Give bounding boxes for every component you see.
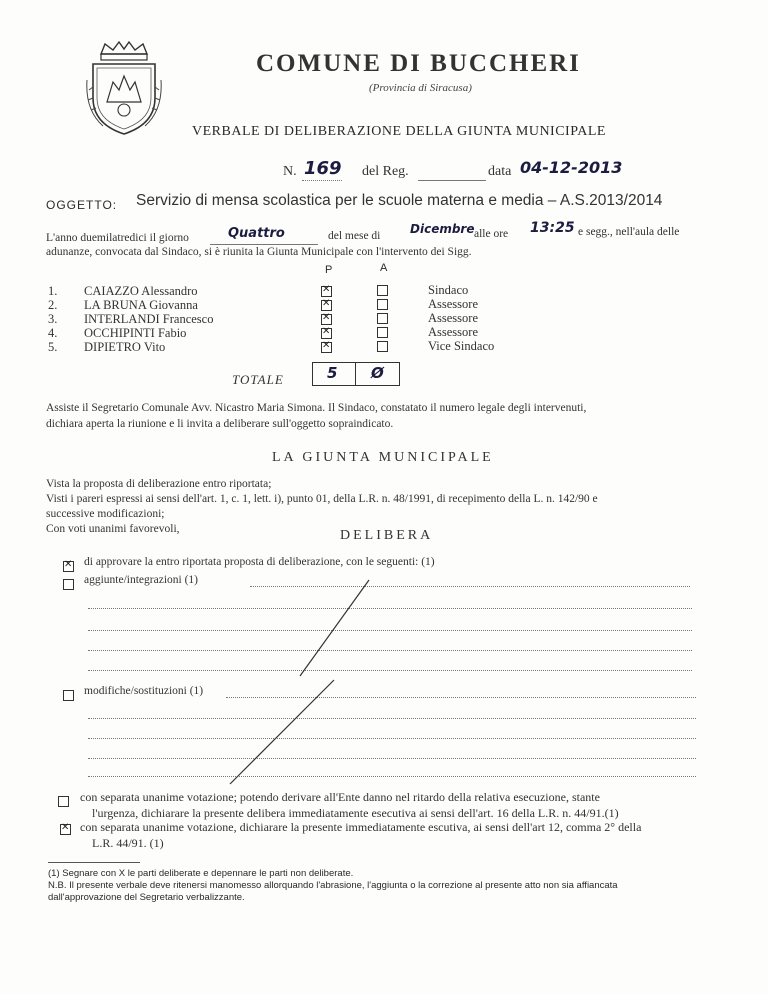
giunta-heading: LA GIUNTA MUNICIPALE bbox=[272, 450, 494, 465]
member-role: Assessore bbox=[428, 311, 478, 325]
member-role: Assessore bbox=[428, 297, 478, 311]
member-name: OCCHIPINTI Fabio bbox=[84, 326, 187, 340]
member-name: LA BRUNA Giovanna bbox=[84, 298, 198, 312]
reg-label: del Reg. bbox=[362, 164, 409, 179]
delibera-heading: DELIBERA bbox=[340, 528, 434, 543]
intro-mese: Dicembre bbox=[410, 222, 475, 236]
intro-text-b: del mese di bbox=[328, 230, 381, 242]
intro-text-c: alle ore bbox=[474, 228, 509, 240]
assiste-line1: Assiste il Segretario Comunale Avv. Nicastro Maria Simona. Il Sindaco, constatato il numero legale degli intervenuti, bbox=[46, 402, 587, 414]
data-value: 04-12-2013 bbox=[520, 158, 623, 177]
footnote-2: N.B. Il presente verbale deve ritenersi manomesso allorquando l'abrasione, l'aggiunta o la correzione al presente atto non sia affiancata bbox=[48, 880, 618, 891]
separata1-line2: l'urgenza, dichiarare la presente delibera immediatamente esecutiva ai sensi dell'art. 16 della L.R. n. 44/91.(1) bbox=[92, 806, 619, 820]
member-num: 3. bbox=[48, 312, 58, 326]
separata1-line1: con separata unanime votazione; potendo derivare all'Ente danno nel ritardo della relativa esecuzione, stante bbox=[80, 790, 600, 804]
separata1-checkbox[interactable] bbox=[58, 796, 69, 807]
vista-line2: Visti i pareri espressi ai sensi dell'art. 1, c. 1, lett. i), punto 01, della L.R. n. 48/1991, di recepimento della L. n. 142/90 e bbox=[46, 493, 598, 505]
separata2-line2: L.R. 44/91. (1) bbox=[92, 836, 164, 850]
verbale-heading: VERBALE DI DELIBERAZIONE DELLA GIUNTA MUNICIPALE bbox=[192, 124, 606, 139]
vista-line3: successive modificazioni; bbox=[46, 508, 165, 520]
approva-text: di approvare la entro riportata proposta di deliberazione, con le seguenti: (1) bbox=[84, 556, 435, 568]
member-num: 2. bbox=[48, 298, 58, 312]
vista-line1: Vista la proposta di deliberazione entro riportata; bbox=[46, 478, 272, 490]
comune-title: COMUNE DI BUCCHERI bbox=[256, 50, 581, 77]
oggetto-label: OGGETTO: bbox=[46, 198, 118, 212]
separata2-line1: con separata unanime votazione, dichiarare la presente immediatamente escutiva, ai sensi dell'art 12, comma 2° della bbox=[80, 820, 642, 834]
footnote-rule bbox=[48, 862, 140, 863]
totale-p-value: 5 bbox=[327, 364, 338, 382]
col-a-header: A bbox=[380, 262, 388, 274]
intro-text-d: e segg., nell'aula delle bbox=[578, 226, 680, 238]
col-p-header: P bbox=[325, 264, 333, 276]
intro-ore: 13:25 bbox=[530, 220, 575, 236]
provincia-subtitle: (Provincia di Siracusa) bbox=[369, 82, 472, 94]
footnote-1: (1) Segnare con X le parti deliberate e depennare le parti non deliberate. bbox=[48, 868, 354, 879]
member-role: Sindaco bbox=[428, 283, 469, 297]
member-name: INTERLANDI Francesco bbox=[84, 312, 214, 326]
separata2-checkbox[interactable] bbox=[60, 824, 71, 835]
totale-label: TOTALE bbox=[232, 372, 284, 387]
member-num: 1. bbox=[48, 284, 58, 298]
member-num: 5. bbox=[48, 340, 58, 354]
intro-giorno: Quattro bbox=[228, 226, 285, 241]
aggiunte-text: aggiunte/integrazioni (1) bbox=[84, 574, 199, 586]
member-name: DIPIETRO Vito bbox=[84, 340, 166, 354]
footnote-3: dall'approvazione del Segretario verbalizzante. bbox=[48, 892, 245, 903]
vista-line4: Con voti unanimi favorevoli, bbox=[46, 523, 180, 535]
reg-n-value: 169 bbox=[304, 158, 342, 179]
oggetto-text: Servizio di mensa scolastica per le scuole materna e media – A.S.2013/2014 bbox=[136, 192, 663, 209]
member-role: Vice Sindaco bbox=[428, 339, 495, 353]
member-name: CAIAZZO Alessandro bbox=[84, 284, 198, 298]
member-role: Assessore bbox=[428, 325, 478, 339]
intro-text-a: L'anno duemilatredici il giorno bbox=[46, 232, 189, 244]
assiste-line2: dichiara aperta la riunione e li invita a deliberare sull'oggetto sopraindicato. bbox=[46, 418, 394, 430]
reg-n-label: N. bbox=[283, 164, 297, 179]
totale-a-value: Ø bbox=[371, 364, 384, 382]
data-label: data bbox=[488, 164, 512, 179]
intro-line2: adunanze, convocata dal Sindaco, si è riunita la Giunta Municipale con l'intervento dei Sigg. bbox=[46, 246, 472, 258]
modifiche-text: modifiche/sostituzioni (1) bbox=[84, 685, 204, 697]
member-num: 4. bbox=[48, 326, 58, 340]
